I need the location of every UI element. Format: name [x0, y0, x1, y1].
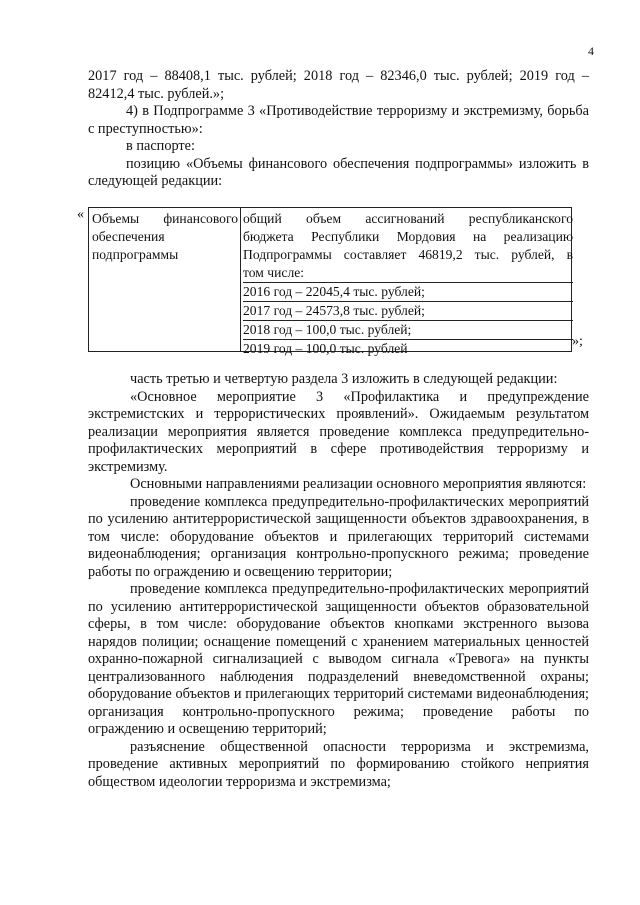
- explanation-paragraph: разъяснение общественной опасности терроризма и экстремизма, проведение активных мероприятий по формированию стойкого неприятия обществом идеологии терроризма и экстремизма;: [88, 738, 589, 790]
- year-row: 2016 год – 22045,4 тыс. рублей;: [243, 283, 573, 302]
- funding-table: [88, 207, 573, 356]
- right-cell-line: общий объем ассигнований республиканского: [243, 211, 573, 226]
- left-cell-line: подпрограммы: [92, 247, 179, 262]
- top-text-block: [88, 68, 589, 191]
- left-cell-line: обеспечения: [92, 229, 165, 244]
- page-number: 4: [588, 44, 594, 58]
- year-row: 2018 год – 100,0 тыс. рублей;: [243, 321, 573, 340]
- table-open-quote: «: [77, 207, 84, 222]
- table-right-cell: [241, 208, 575, 358]
- table-close-quote: »;: [572, 334, 583, 349]
- text-line: 82412,4 тыс. рублей.»;: [88, 85, 225, 102]
- education-paragraph: проведение комплекса предупредительно-профилактических мероприятий по усилению антитеррористической защищенности объектов образовательной сферы, в том числе: оборудование объектов кнопками экстренного вызова нарядов полиции; оснащение помещений с хранением материальных ценностей охранно-пожарной сигнализацией с выводом сигнала «Тревога» на пункты централизованного наблюдения подразделений вневедомственной охраны; оборудование объектов и прилегающих территорий системами видеонаблюдения; организация контрольно-пропускного режима; проведение работы по ограждению и освещению территорий;: [88, 581, 589, 737]
- main-activity-paragraph: «Основное мероприятие 3 «Профилактика и предупреждение экстремистских и террористических проявлений». Ожидаемым результатом реализации мероприятия является проведение комплекса предупредительно-профилактических мероприятий в сфере противодействия терроризму и экстремизму.: [88, 388, 589, 475]
- position-paragraph: позицию «Объемы финансового обеспечения подпрограммы» изложить в следующей редакции:: [88, 155, 589, 189]
- right-cell-line: Подпрограммы составляет 46819,2 тыс. рублей, в: [243, 247, 573, 262]
- year-row: 2019 год – 100,0 тыс. рублей: [243, 341, 408, 356]
- directions-paragraph: Основными направлениями реализации основного мероприятия являются:: [130, 476, 587, 492]
- left-cell-line: Объемы финансового: [92, 211, 238, 226]
- table-left-cell: [89, 208, 241, 351]
- year-row: 2017 год – 24573,8 тыс. рублей;: [243, 302, 573, 321]
- right-cell-line: бюджета Республики Мордовия на реализацию: [243, 229, 573, 244]
- text-line: 2017 год – 88408,1 тыс. рублей; 2018 год – 82346,0 тыс. рублей; 2019 год –: [88, 68, 589, 84]
- section-3-text-block: [88, 371, 589, 791]
- item-4-paragraph: 4) в Подпрограмме 3 «Противодействие терроризму и экстремизму, борьба с преступностью»:: [88, 103, 589, 137]
- right-cell-line: том числе:: [243, 264, 573, 283]
- section3-intro: часть третью и четвертую раздела 3 изложить в следующей редакции:: [130, 371, 558, 387]
- healthcare-paragraph: проведение комплекса предупредительно-профилактических мероприятий по усилению антитеррористической защищенности объектов здравоохранения, в том числе: оборудование объектов и прилегающих территорий системами видеонаблюдения; организация контрольно-пропускного режима; проведение работы по ограждению и освещению территории;: [88, 493, 589, 580]
- in-passport-line: в паспорте:: [126, 138, 195, 154]
